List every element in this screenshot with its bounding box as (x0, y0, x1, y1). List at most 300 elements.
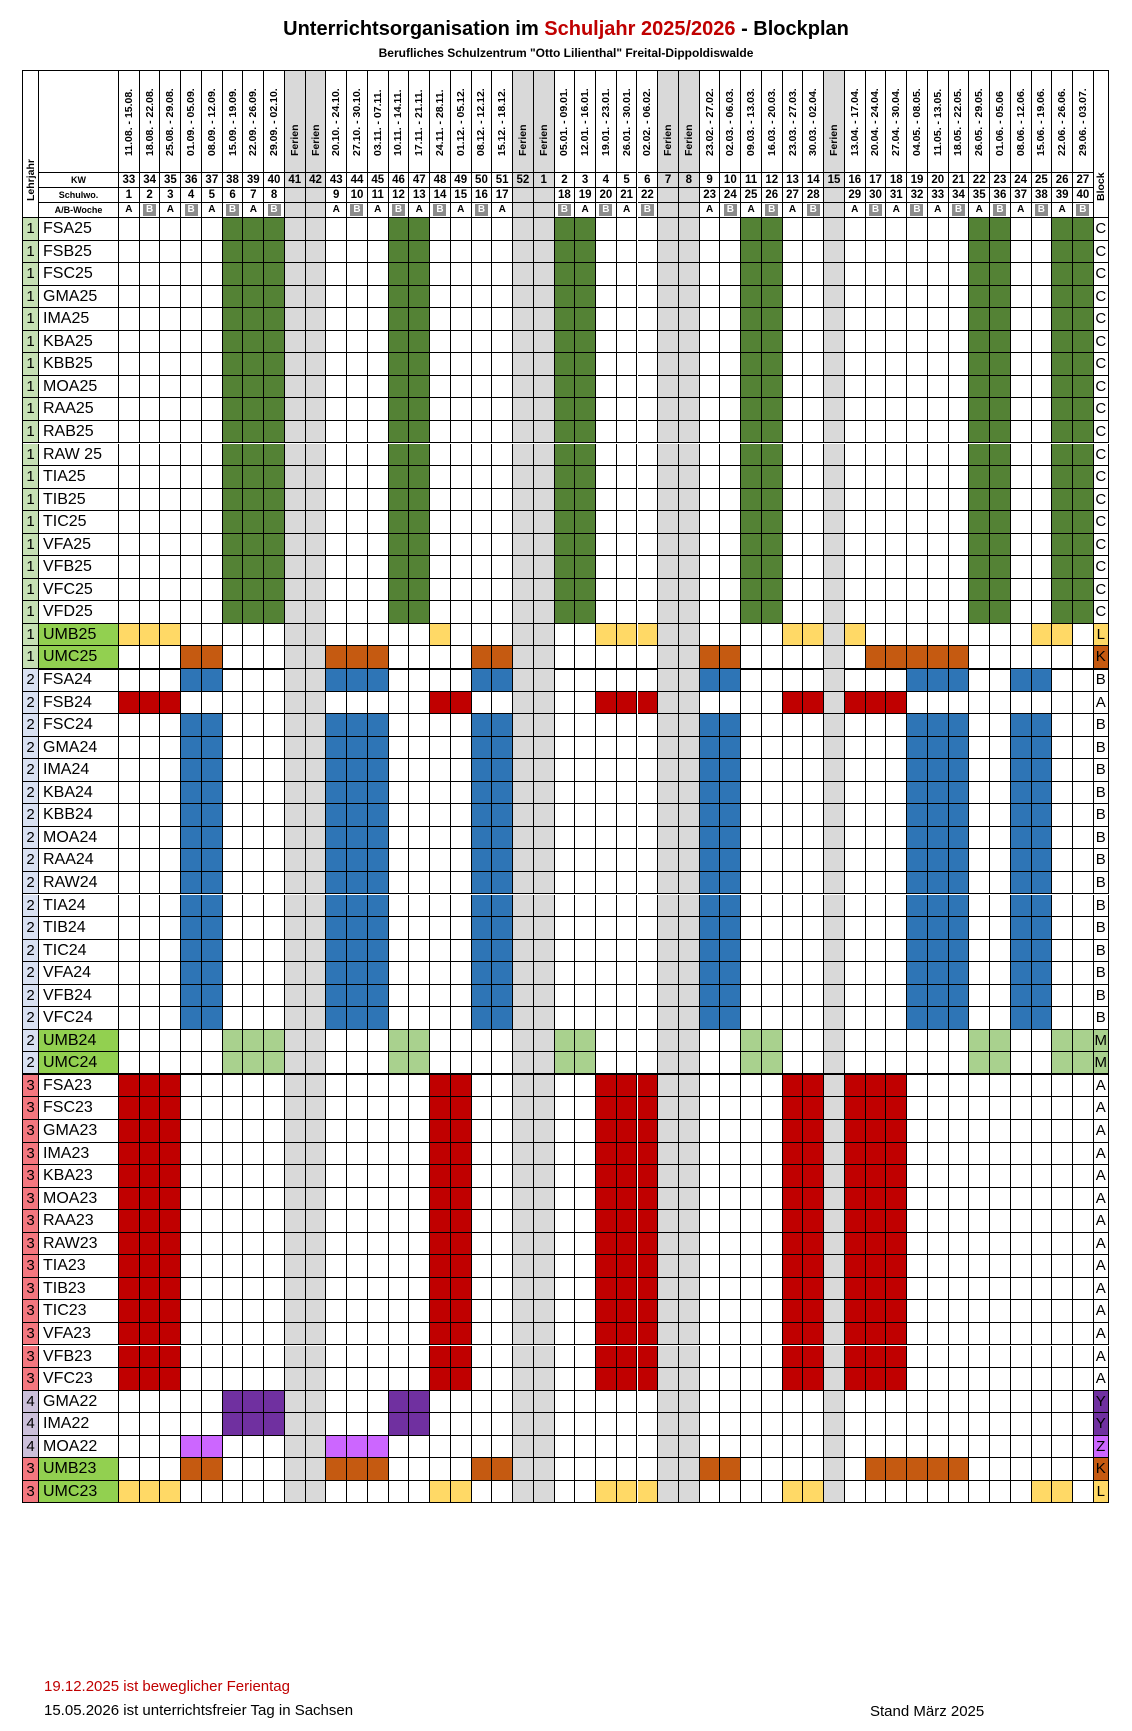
block-week-cell (409, 444, 430, 467)
week-cell (223, 1278, 244, 1301)
week-cell (700, 218, 721, 241)
block-week-cell (326, 962, 347, 985)
week-cell (1073, 1436, 1094, 1459)
block-week-cell (223, 1413, 244, 1436)
week-cell (306, 737, 327, 760)
week-cell (347, 263, 368, 286)
week-cell (306, 489, 327, 512)
week-cell (762, 827, 783, 850)
block-week-cell (430, 1210, 451, 1233)
block-week-cell (326, 849, 347, 872)
ab-woche-cell (638, 203, 659, 218)
block-week-cell (949, 917, 970, 940)
week-cell (969, 1323, 990, 1346)
week-cell (762, 759, 783, 782)
block-week-cell (617, 1188, 638, 1211)
week-cell (160, 759, 181, 782)
week-cell (824, 1052, 845, 1075)
column-header (1011, 71, 1032, 173)
week-cell (596, 669, 617, 692)
week-cell (762, 1481, 783, 1504)
week-cell (534, 962, 555, 985)
week-cell (181, 579, 202, 602)
week-cell (824, 646, 845, 669)
block-week-cell (1073, 534, 1094, 557)
week-cell (326, 466, 347, 489)
week-cell (575, 895, 596, 918)
block-week-cell (638, 1165, 659, 1188)
week-cell (845, 1052, 866, 1075)
week-cell (181, 1120, 202, 1143)
block-week-cell (1032, 1481, 1053, 1504)
week-cell (202, 376, 223, 399)
week-date-range: 08.09. - 12.09. (205, 88, 218, 156)
week-cell (513, 286, 534, 309)
lehrjahr-cell: 2 (23, 737, 39, 760)
block-week-cell (1032, 917, 1053, 940)
week-cell (492, 1436, 513, 1459)
block-week-cell (347, 759, 368, 782)
week-cell (596, 1413, 617, 1436)
week-cell (1073, 895, 1094, 918)
week-cell (1073, 737, 1094, 760)
week-cell (409, 1120, 430, 1143)
week-cell (866, 534, 887, 557)
block-week-cell (575, 398, 596, 421)
week-cell (617, 940, 638, 963)
week-cell (824, 917, 845, 940)
week-cell (223, 1481, 244, 1504)
schulwoche-number: 1 (119, 188, 140, 203)
block-week-cell (990, 398, 1011, 421)
week-cell (762, 669, 783, 692)
week-cell (658, 241, 679, 264)
block-week-cell (762, 511, 783, 534)
week-cell (430, 331, 451, 354)
block-week-cell (472, 962, 493, 985)
schulwoche-number: 35 (969, 188, 990, 203)
week-date-range: 16.03. - 20.03. (765, 88, 778, 156)
week-cell (720, 511, 741, 534)
week-cell (1032, 1165, 1053, 1188)
week-cell (783, 444, 804, 467)
week-cell (306, 1368, 327, 1391)
week-cell (990, 1097, 1011, 1120)
block-code: B (1094, 1007, 1109, 1030)
week-cell (140, 646, 161, 669)
week-cell (451, 263, 472, 286)
block-week-cell (907, 985, 928, 1008)
week-cell (803, 1030, 824, 1053)
week-cell (575, 1233, 596, 1256)
week-cell (119, 669, 140, 692)
block-week-cell (575, 421, 596, 444)
ferien-label: Ferien (682, 124, 695, 156)
week-cell (223, 849, 244, 872)
week-date-range: 15.12. - 18.12. (496, 88, 509, 156)
block-week-cell (762, 556, 783, 579)
week-cell (596, 308, 617, 331)
block-week-cell (1052, 353, 1073, 376)
week-cell (1032, 692, 1053, 715)
column-header (181, 71, 202, 173)
week-cell (679, 353, 700, 376)
week-cell (928, 1120, 949, 1143)
class-name: UMB23 (39, 1458, 119, 1481)
week-cell (534, 218, 555, 241)
week-cell (202, 1255, 223, 1278)
block-week-cell (326, 1007, 347, 1030)
block-week-cell (140, 1481, 161, 1504)
week-cell (1073, 985, 1094, 1008)
column-header (575, 71, 596, 173)
block-code: C (1094, 241, 1109, 264)
ab-woche-cell: A (1052, 203, 1073, 218)
class-name: MOA22 (39, 1436, 119, 1459)
week-cell (223, 1075, 244, 1098)
week-cell (596, 1391, 617, 1414)
block-week-cell (886, 1075, 907, 1098)
week-cell (326, 1368, 347, 1391)
week-cell (264, 1007, 285, 1030)
week-cell (907, 1030, 928, 1053)
week-cell (824, 534, 845, 557)
week-cell (907, 263, 928, 286)
week-cell (119, 737, 140, 760)
block-week-cell (451, 1278, 472, 1301)
schulwoche-number: 28 (803, 188, 824, 203)
week-cell (492, 1075, 513, 1098)
week-cell (575, 1097, 596, 1120)
block-week-cell (202, 1436, 223, 1459)
week-cell (223, 872, 244, 895)
week-cell (181, 534, 202, 557)
block-week-cell (990, 376, 1011, 399)
week-cell (762, 1391, 783, 1414)
week-cell (679, 1210, 700, 1233)
column-header (326, 71, 347, 173)
week-cell (555, 1097, 576, 1120)
block-week-cell (451, 1368, 472, 1391)
week-cell (140, 1436, 161, 1459)
block-week-cell (762, 489, 783, 512)
week-cell (845, 1413, 866, 1436)
week-cell (451, 241, 472, 264)
week-cell (223, 962, 244, 985)
week-cell (638, 985, 659, 1008)
block-week-cell (430, 1075, 451, 1098)
week-cell (534, 1323, 555, 1346)
week-cell (949, 308, 970, 331)
block-week-cell (617, 1368, 638, 1391)
block-week-cell (368, 940, 389, 963)
ab-woche-cell: A (700, 203, 721, 218)
week-cell (762, 1436, 783, 1459)
header-block (1094, 71, 1109, 218)
week-cell (513, 556, 534, 579)
kw-number: 8 (679, 173, 700, 188)
week-date-range: 01.12. - 05.12. (454, 88, 467, 156)
week-cell (886, 241, 907, 264)
week-cell (160, 218, 181, 241)
column-header (451, 71, 472, 173)
week-cell (1032, 601, 1053, 624)
block-week-cell (492, 917, 513, 940)
week-cell (492, 1391, 513, 1414)
week-cell (326, 579, 347, 602)
week-cell (949, 489, 970, 512)
block-week-cell (326, 895, 347, 918)
week-cell (658, 985, 679, 1008)
week-cell (1011, 1323, 1032, 1346)
block-week-cell (181, 804, 202, 827)
week-cell (658, 1278, 679, 1301)
week-cell (306, 263, 327, 286)
kw-number: 19 (907, 173, 928, 188)
week-cell (803, 827, 824, 850)
week-cell (969, 962, 990, 985)
week-cell (285, 263, 306, 286)
week-date-range: 15.09. - 19.09. (226, 88, 239, 156)
block-week-cell (741, 601, 762, 624)
week-date-range: 08.06. - 12.06. (1014, 88, 1027, 156)
week-cell (119, 962, 140, 985)
week-cell (1032, 1188, 1053, 1211)
block-week-cell (409, 218, 430, 241)
week-cell (907, 1143, 928, 1166)
week-cell (264, 1143, 285, 1166)
block-week-cell (202, 895, 223, 918)
week-cell (472, 579, 493, 602)
column-header (720, 71, 741, 173)
week-cell (513, 1481, 534, 1504)
week-cell (596, 1458, 617, 1481)
week-cell (1032, 511, 1053, 534)
block-week-cell (596, 1075, 617, 1098)
week-cell (617, 421, 638, 444)
week-cell (285, 917, 306, 940)
week-cell (1011, 263, 1032, 286)
week-cell (949, 1323, 970, 1346)
week-cell (969, 917, 990, 940)
block-week-cell (949, 782, 970, 805)
week-cell (638, 940, 659, 963)
week-cell (202, 556, 223, 579)
week-cell (700, 1188, 721, 1211)
block-week-cell (1073, 331, 1094, 354)
block-week-cell (866, 1255, 887, 1278)
block-week-cell (1011, 759, 1032, 782)
block-week-cell (720, 849, 741, 872)
ab-week-b-badge: B (807, 204, 820, 216)
block-week-cell (741, 376, 762, 399)
week-cell (368, 286, 389, 309)
week-cell (409, 1188, 430, 1211)
block-code: B (1094, 804, 1109, 827)
block-week-cell (160, 1368, 181, 1391)
week-cell (285, 827, 306, 850)
week-cell (617, 1007, 638, 1030)
block-week-cell (1073, 466, 1094, 489)
week-cell (1032, 1413, 1053, 1436)
week-cell (886, 759, 907, 782)
week-cell (492, 466, 513, 489)
week-cell (886, 1436, 907, 1459)
week-cell (326, 376, 347, 399)
lehrjahr-cell: 1 (23, 466, 39, 489)
week-cell (762, 1346, 783, 1369)
week-cell (845, 872, 866, 895)
block-week-cell (140, 1255, 161, 1278)
block-week-cell (762, 218, 783, 241)
block-week-cell (720, 669, 741, 692)
block-week-cell (181, 782, 202, 805)
block-week-cell (596, 624, 617, 647)
week-cell (368, 421, 389, 444)
schulwoche-label: Schulwo. (39, 188, 119, 203)
week-cell (264, 714, 285, 737)
week-cell (534, 1458, 555, 1481)
block-code: B (1094, 872, 1109, 895)
week-cell (638, 895, 659, 918)
block-week-cell (119, 624, 140, 647)
week-cell (658, 714, 679, 737)
block-code: B (1094, 759, 1109, 782)
block-week-cell (741, 218, 762, 241)
week-cell (658, 849, 679, 872)
block-week-cell (866, 1143, 887, 1166)
block-week-cell (451, 1300, 472, 1323)
week-cell (866, 421, 887, 444)
ab-woche-cell (140, 203, 161, 218)
block-week-cell (990, 489, 1011, 512)
week-cell (202, 421, 223, 444)
block-week-cell (803, 624, 824, 647)
week-cell (845, 714, 866, 737)
week-cell (845, 940, 866, 963)
week-cell (285, 1120, 306, 1143)
block-week-cell (555, 218, 576, 241)
week-cell (866, 444, 887, 467)
block-week-cell (803, 1300, 824, 1323)
week-cell (617, 466, 638, 489)
class-name: RAA25 (39, 398, 119, 421)
week-cell (368, 1413, 389, 1436)
week-cell (181, 398, 202, 421)
week-cell (430, 917, 451, 940)
week-cell (1052, 1391, 1073, 1414)
week-cell (513, 1007, 534, 1030)
week-cell (907, 1165, 928, 1188)
week-cell (202, 1120, 223, 1143)
week-cell (575, 1436, 596, 1459)
block-week-cell (223, 466, 244, 489)
week-cell (160, 511, 181, 534)
block-week-cell (1052, 579, 1073, 602)
week-cell (326, 1278, 347, 1301)
week-cell (866, 940, 887, 963)
block-week-cell (969, 579, 990, 602)
block-week-cell (326, 714, 347, 737)
block-week-cell (928, 985, 949, 1008)
week-cell (1052, 1233, 1073, 1256)
lehrjahr-cell: 2 (23, 962, 39, 985)
week-cell (430, 872, 451, 895)
block-code: A (1094, 1368, 1109, 1391)
block-week-cell (886, 1300, 907, 1323)
week-cell (243, 737, 264, 760)
week-cell (243, 1233, 264, 1256)
block-week-cell (555, 308, 576, 331)
week-cell (202, 1391, 223, 1414)
block-week-cell (969, 1030, 990, 1053)
week-cell (845, 579, 866, 602)
week-cell (700, 421, 721, 444)
block-week-cell (409, 1030, 430, 1053)
week-cell (949, 1278, 970, 1301)
week-cell (866, 849, 887, 872)
week-date-range: 01.09. - 05.09. (185, 88, 198, 156)
week-cell (555, 1255, 576, 1278)
week-cell (119, 1391, 140, 1414)
week-cell (700, 601, 721, 624)
week-cell (866, 737, 887, 760)
week-cell (555, 714, 576, 737)
kw-number: 36 (181, 173, 202, 188)
week-cell (160, 601, 181, 624)
block-week-cell (990, 534, 1011, 557)
week-cell (741, 1210, 762, 1233)
week-cell (119, 398, 140, 421)
week-cell (492, 1030, 513, 1053)
week-cell (451, 1436, 472, 1459)
block-week-cell (638, 692, 659, 715)
block-week-cell (223, 376, 244, 399)
week-cell (368, 1188, 389, 1211)
week-cell (617, 804, 638, 827)
block-week-cell (783, 1097, 804, 1120)
block-week-cell (741, 353, 762, 376)
block-week-cell (928, 917, 949, 940)
column-header (285, 71, 306, 173)
week-cell (223, 1368, 244, 1391)
class-name: GMA22 (39, 1391, 119, 1414)
week-cell (160, 353, 181, 376)
block-week-cell (638, 1346, 659, 1369)
week-cell (990, 1210, 1011, 1233)
week-cell (596, 241, 617, 264)
schulwoche-number: 12 (389, 188, 410, 203)
block-week-cell (389, 218, 410, 241)
week-cell (264, 1458, 285, 1481)
week-cell (1052, 1165, 1073, 1188)
week-date-range: 09.03. - 13.03. (745, 88, 758, 156)
ab-woche-cell (264, 203, 285, 218)
week-cell (949, 511, 970, 534)
week-cell (990, 895, 1011, 918)
block-week-cell (492, 714, 513, 737)
week-cell (306, 692, 327, 715)
week-cell (285, 556, 306, 579)
week-cell (555, 985, 576, 1008)
week-cell (326, 1075, 347, 1098)
block-week-cell (720, 917, 741, 940)
week-cell (368, 1075, 389, 1098)
week-cell (285, 1436, 306, 1459)
block-week-cell (783, 1233, 804, 1256)
class-name: IMA24 (39, 759, 119, 782)
week-cell (845, 895, 866, 918)
